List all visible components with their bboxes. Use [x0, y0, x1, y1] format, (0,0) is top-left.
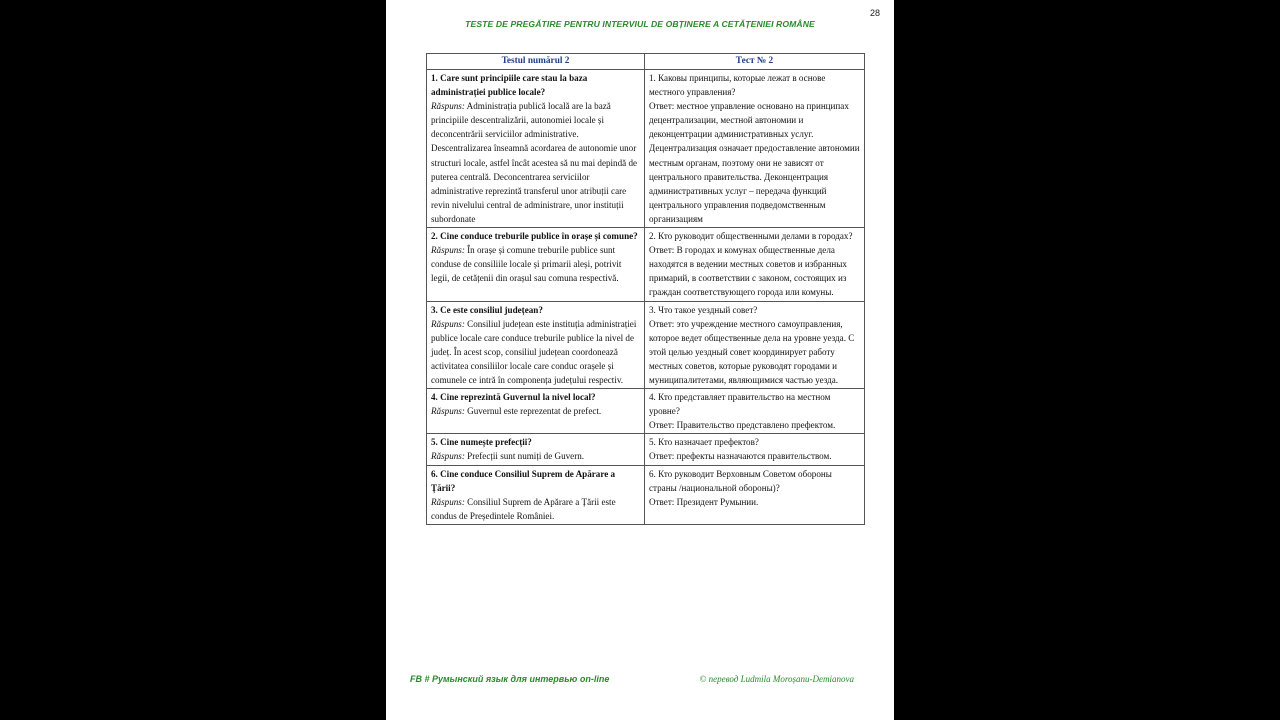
romanian-cell [427, 70, 645, 228]
answer-label: Răspuns: [431, 406, 465, 417]
romanian-cell [427, 301, 645, 389]
question-ru: 5. Кто назначает префектов? [649, 437, 759, 448]
answer-ru: Ответ: В городах и комунах общественные дела находятся в ведении местных советов и избранных примарий, в соответствии с законом, состоящих из граждан соответствующего города или комуны. [649, 245, 847, 298]
table-header-row [427, 54, 865, 70]
russian-cell [645, 434, 865, 465]
romanian-cell [427, 434, 645, 465]
answer-ro: În orașe și comune treburile publice sunt conduse de consiliile locale și primarii aleși, potrivit legii, de cetățenii din orașul sau comuna respectivă. [431, 245, 622, 284]
document-page [386, 0, 894, 720]
question-ro: 2. Cine conduce treburile publice în orașe și comune? [431, 231, 638, 242]
russian-cell [645, 389, 865, 434]
romanian-cell [427, 228, 645, 301]
footer-fb-group: FB # Румынский язык для интервью on-line [410, 674, 610, 684]
answer-label: Răspuns: [431, 451, 465, 462]
question-ru: 6. Кто руководит Верховным Советом обороны страны /национальной обороны)? [649, 468, 832, 493]
question-ru: 4. Кто представляет правительство на местном уровне? [649, 392, 831, 417]
qa-table [426, 53, 865, 525]
table-row [427, 228, 865, 301]
question-ro: 5. Cine numește prefecții? [431, 437, 532, 448]
russian-cell [645, 228, 865, 301]
question-ro: 3. Ce este consiliul județean? [431, 304, 543, 315]
answer-label: Răspuns: [431, 101, 465, 112]
answer-ru: Ответ: местное управление основано на принципах децентрализации, местной автономии и деконцентрации административных услуг. Децентрализация означает предоставление автономии местным органам, поэтому они не зависят от центрального правительства. Деконцентрация административных услуг – передача функций центрального управления подведомственным организациям [649, 101, 860, 224]
answer-ro: Prefecții sunt numiți de Guvern. [464, 451, 585, 462]
table-row [427, 434, 865, 465]
answer-ro: Administrația publică locală are la bază principiile descentralizării, autonomiei locale și deconcentrării serviciilor administrative. Descentralizarea înseamnă acordarea de autonomie unor structuri locale, astfel încât acestea să nu mai depindă de puterea centrală. Deconcentrarea serviciilor administrative reprezintă transferul unor atribuții care revin nivelului central de administrare, unor instituții subordonate [431, 101, 638, 224]
answer-ru: Ответ: Правительство представлено префектом. [649, 420, 836, 431]
answer-label: Răspuns: [431, 496, 465, 507]
answer-ru: Ответ: Президент Румынии. [649, 496, 759, 507]
table-row [427, 389, 865, 434]
russian-cell [645, 301, 865, 389]
russian-cell [645, 70, 865, 228]
footer-translator-credit: © перевод Ludmila Moroșanu-Demianova [699, 674, 854, 684]
russian-cell [645, 465, 865, 524]
header-romanian: Testul numărul 2 [427, 54, 645, 70]
header-russian: Тест № 2 [645, 54, 865, 70]
question-ru: 3. Что такое уездный совет? [649, 304, 758, 315]
answer-label: Răspuns: [431, 318, 465, 329]
document-title: TESTE DE PREGĂTIRE PENTRU INTERVIUL DE OBȚINERE A CETĂȚENIEI ROMÂNE [465, 19, 815, 29]
answer-ro: Consiliul județean este instituția administrației publice locale care conduce treburile publice la nivel de județ. În acest scop, consiliul județean coordonează activitatea consiliilor locale care conduc orașele și comunele ce intră în componența județului respectiv. [431, 318, 637, 385]
answer-label: Răspuns: [431, 245, 465, 256]
page-number: 28 [869, 8, 880, 18]
answer-ro: Guvernul este reprezentat de prefect. [464, 406, 602, 417]
question-ro: 4. Cine reprezintă Guvernul la nivel local? [431, 392, 596, 403]
table-row [427, 301, 865, 389]
question-ru: 1. Каковы принципы, которые лежат в основе местного управления? [649, 73, 826, 98]
question-ru: 2. Кто руководит общественными делами в городах? [649, 231, 853, 242]
table-row [427, 465, 865, 524]
table-row [427, 70, 865, 228]
answer-ro: Consiliul Suprem de Apărare a Țării este condus de Președintele României. [431, 496, 616, 521]
question-ro: 6. Cine conduce Consiliul Suprem de Apărare a Țării? [431, 468, 616, 493]
romanian-cell [427, 389, 645, 434]
question-ro: 1. Care sunt principiile care stau la baza administrației publice locale? [431, 73, 588, 98]
romanian-cell [427, 465, 645, 524]
answer-ru: Ответ: это учреждение местного самоуправления, которое ведет общественные дела на уровне уезда. С этой целью уездный совет координирует работу местных советов, которые руководят городами и муниципалитетами, являющимися частью уезда. [649, 318, 855, 385]
answer-ru: Ответ: префекты назначаются правительством. [649, 451, 832, 462]
